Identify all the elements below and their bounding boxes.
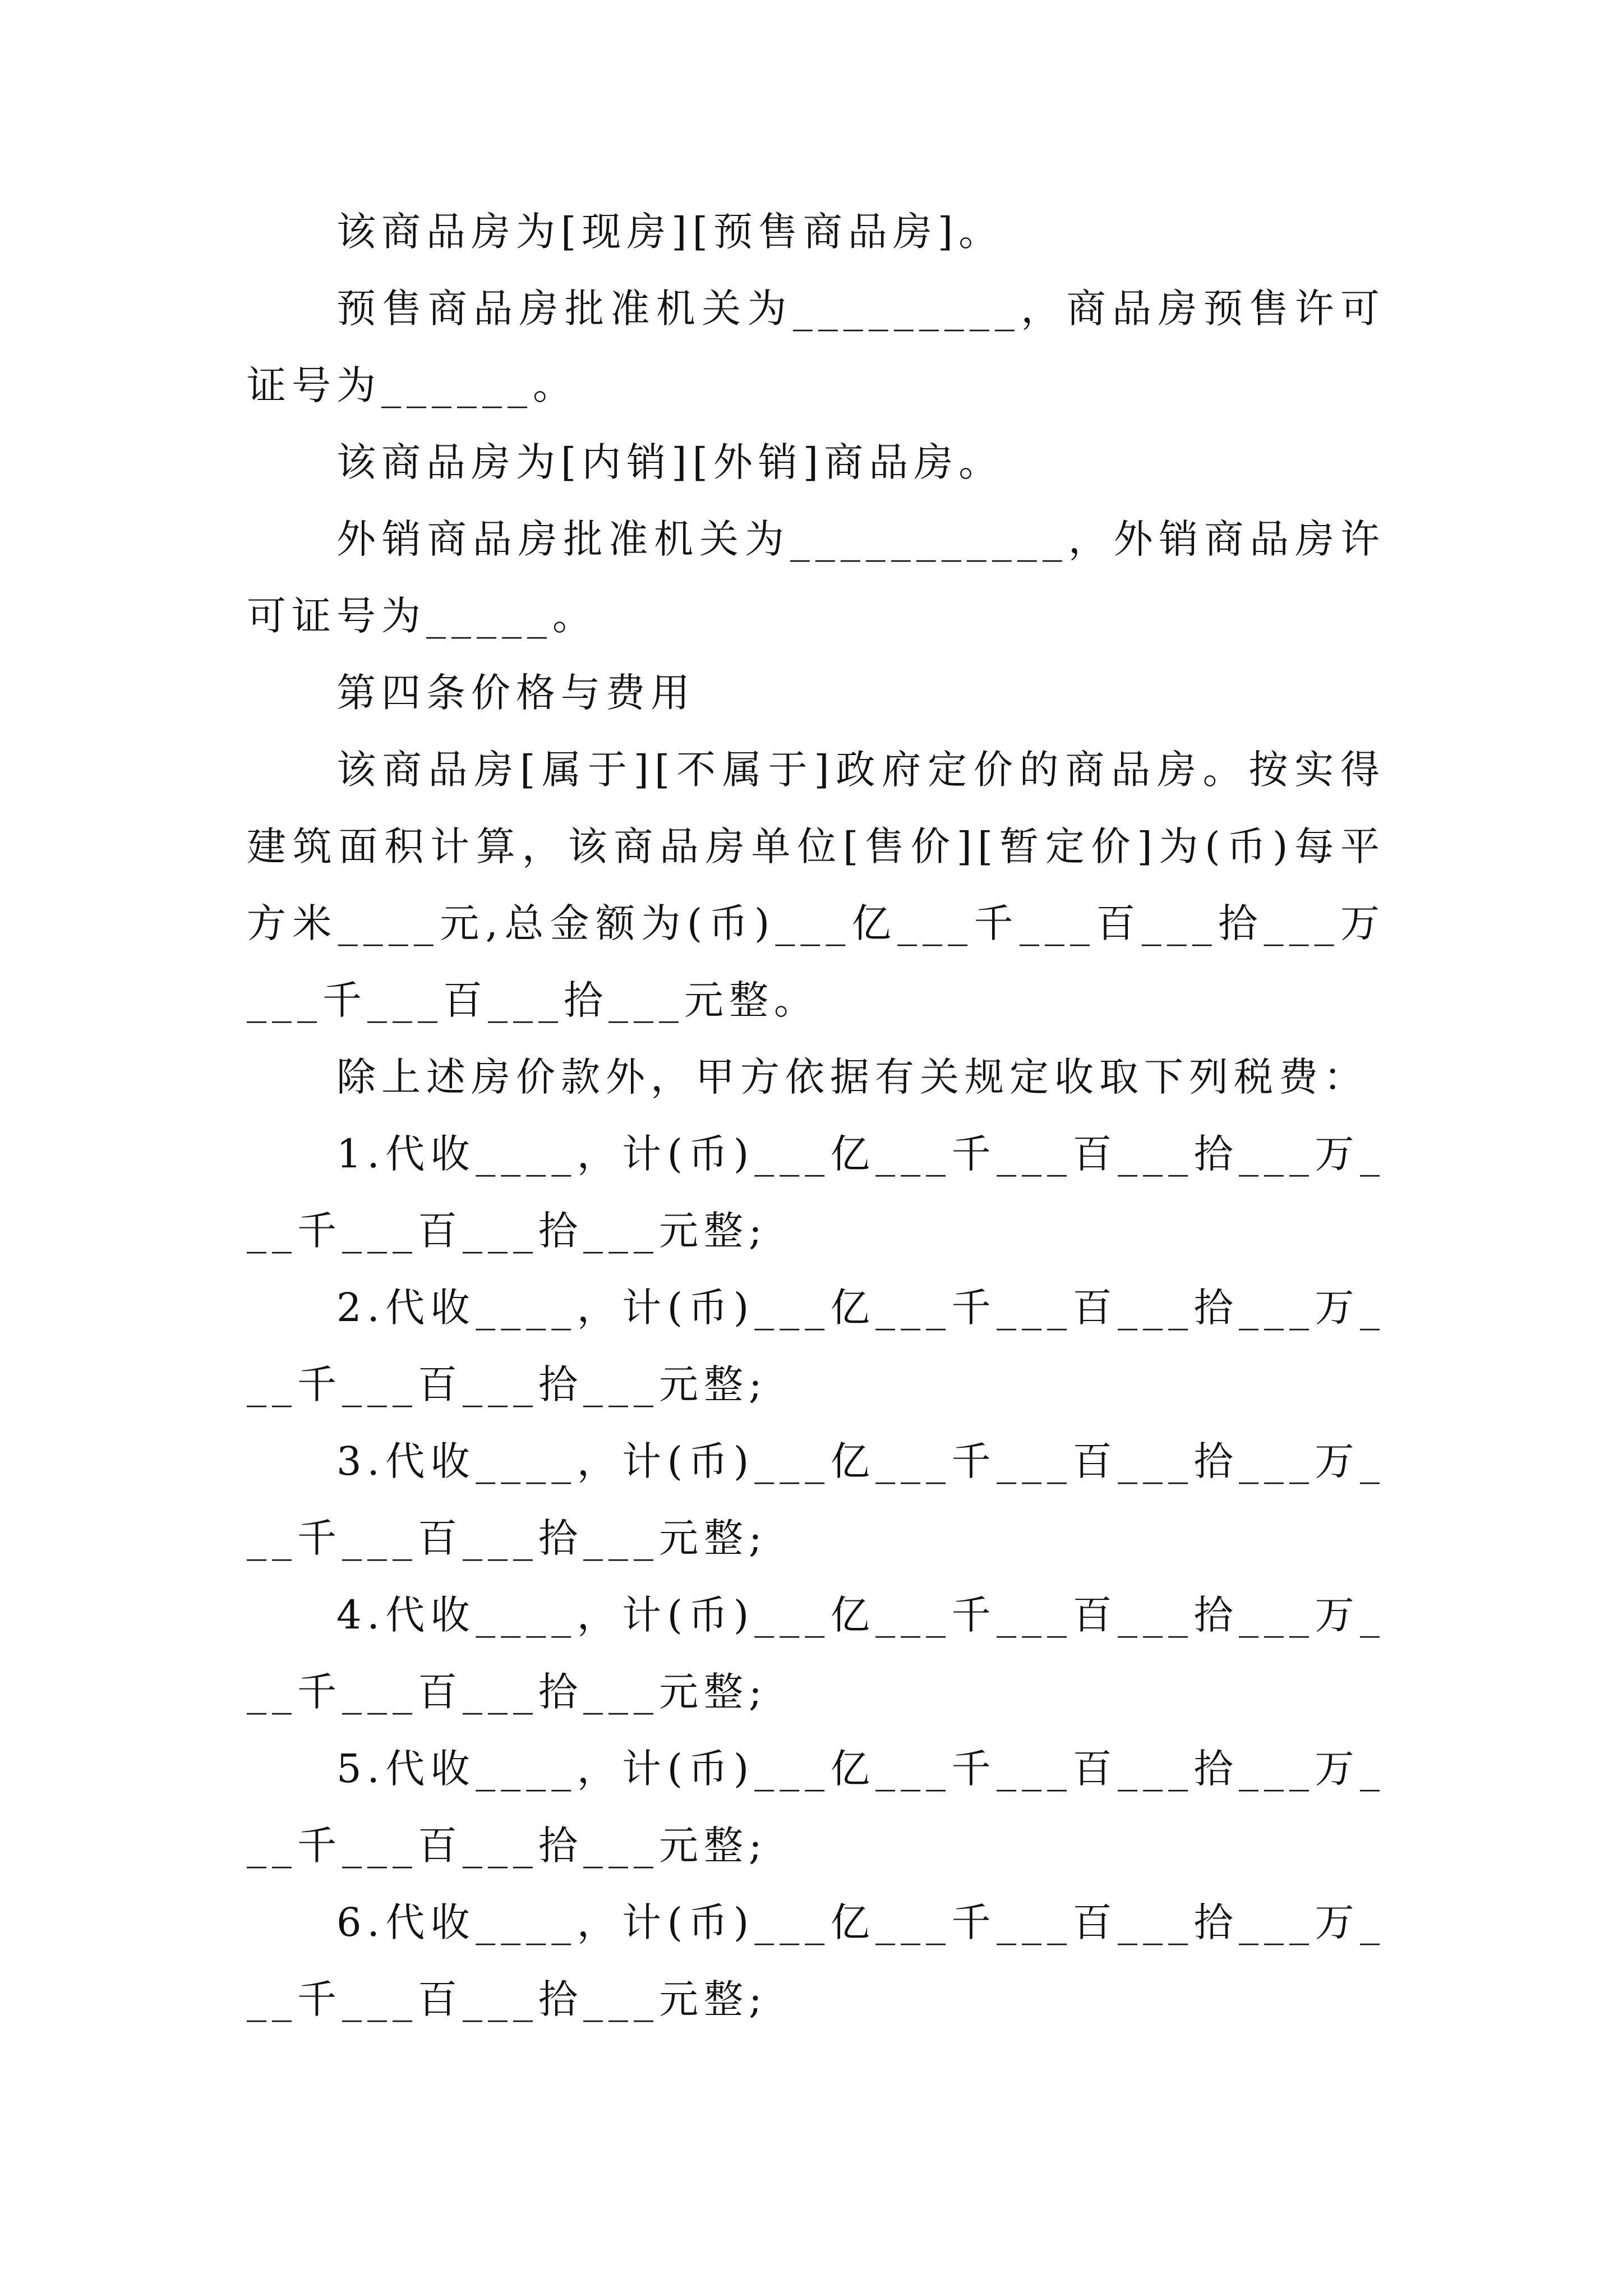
paragraph-sales-type: 该商品房为[内销][外销]商品房。 bbox=[336, 439, 1004, 485]
fee-item-4: 4.代收____，计(币)___亿___千___百___拾___万___千___百___拾___元整; bbox=[247, 1592, 1385, 1715]
paragraph-property-status: 该商品房为[现房][预售商品房]。 bbox=[336, 209, 1004, 255]
paragraph-price-total: 该商品房[属于][不属于]政府定价的商品房。按实得建筑面积计算，该商品房单位[售价][暂定价]为(币)每平方米____元,总金额为(币)___亿___千___百___拾___万___千___百___拾___元整。 bbox=[247, 747, 1385, 1023]
paragraph-export-approval: 外销商品房批准机关为___________，外销商品房许可证号为_____。 bbox=[247, 516, 1385, 639]
fee-item-3: 3.代收____，计(币)___亿___千___百___拾___万___千___百___拾___元整; bbox=[247, 1438, 1385, 1561]
section-heading-price-and-fees: 第四条价格与费用 bbox=[336, 670, 695, 716]
paragraph-presale-approval: 预售商品房批准机关为_________，商品房预售许可证号为______。 bbox=[247, 286, 1385, 408]
fee-item-5: 5.代收____，计(币)___亿___千___百___拾___万___千___百___拾___元整; bbox=[247, 1746, 1385, 1869]
fee-item-1: 1.代收____，计(币)___亿___千___百___拾___万___千___百___拾___元整; bbox=[247, 1131, 1385, 1254]
paragraph-fees-intro: 除上述房价款外，甲方依据有关规定收取下列税费： bbox=[336, 1054, 1368, 1100]
fee-item-2: 2.代收____，计(币)___亿___千___百___拾___万___千___百___拾___元整; bbox=[247, 1285, 1385, 1407]
fee-item-6: 6.代收____，计(币)___亿___千___百___拾___万___千___百___拾___元整; bbox=[247, 1899, 1385, 2022]
document-body bbox=[247, 194, 1385, 2038]
